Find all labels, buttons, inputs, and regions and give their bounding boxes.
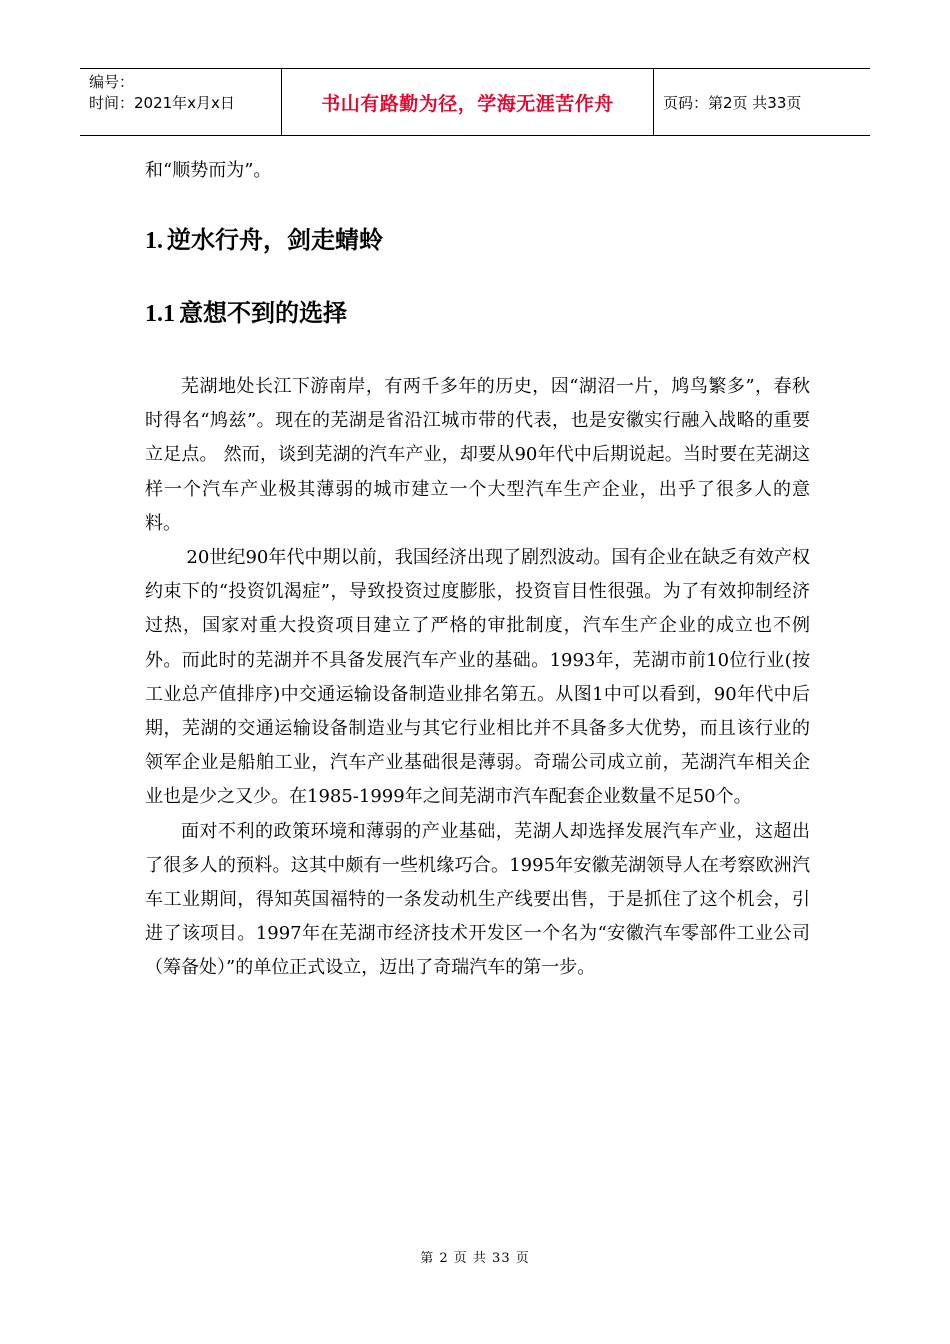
header-motto-cell — [282, 69, 654, 135]
continued-text-line: 和“顺势而为”。 — [145, 160, 272, 181]
footer-page-number: 第 2 页 共 33 页 — [420, 1251, 530, 1266]
section-number: 1. — [145, 228, 163, 254]
paragraph-block — [145, 370, 810, 986]
document-date: 时间：2021年x月x日 — [89, 94, 235, 112]
paragraph: 芜湖地处长江下游南岸，有两千多年的历史，因“湖沼一片，鸠鸟繁多”，春秋时得名“鸠兹”。现在的芜湖是省沿江城市带的代表，也是安徽实行融入战略的重要立足点。 然而，谈到芜湖的汽车产业，却要从90年代中后期说起。当时要在芜湖这样一个汽车产业极其薄弱的城市建立一个大型汽车生产企业，出乎了很多人的意料。 — [145, 376, 810, 534]
header-meta-cell — [80, 69, 282, 135]
page-footer — [0, 1247, 950, 1266]
paragraph: 20世纪90年代中期以前，我国经济出现了剧烈波动。国有企业在缺乏有效产权约束下的“投资饥渴症”，导致投资过度膨胀，投资盲目性很强。为了有效抑制经济过热，国家对重大投资项目建立了严格的审批制度，汽车生产企业的成立也不例外。而此时的芜湖并不具备发展汽车产业的基础。1993年，芜湖市前10位行业(按工业总产值排序)中交通运输设备制造业排名第五。从图1中可以看到，90年代中后期，芜湖的交通运输设备制造业与其它行业相比并不具备多大优势，而且该行业的领军企业是船舶工业，汽车产业基础很是薄弱。奇瑞公司成立前，芜湖汽车相关企业也是少之又少。在1985-1999年之间芜湖市汽车配套企业数量不足50个。 — [145, 547, 810, 808]
paragraph: 面对不利的政策环境和薄弱的产业基础，芜湖人却选择发展汽车产业，这超出了很多人的预料。这其中颇有一些机缘巧合。1995年安徽芜湖领导人在考察欧洲汽车工业期间，得知英国福特的一条发动机生产线要出售，于是抓住了这个机会，引进了该项目。1997年在芜湖市经济技术开发区一个名为“安徽汽车零部件工业公司（筹备处）”的单位正式设立，迈出了奇瑞汽车的第一步。 — [145, 820, 810, 979]
subsection-heading — [145, 293, 347, 328]
section-title: 逆水行舟，剑走蜻蛉 — [167, 225, 383, 254]
section-heading — [145, 220, 383, 255]
header-page-cell — [654, 69, 870, 135]
header-page-info: 页码：第2页 共33页 — [663, 93, 802, 112]
subsection-title: 意想不到的选择 — [179, 298, 347, 327]
document-number-label: 编号： — [89, 73, 135, 91]
document-body — [145, 150, 810, 979]
page-header — [80, 68, 870, 136]
subsection-number: 1.1 — [145, 301, 175, 327]
header-motto: 书山有路勤为径，学海无涯苦作舟 — [321, 92, 614, 115]
